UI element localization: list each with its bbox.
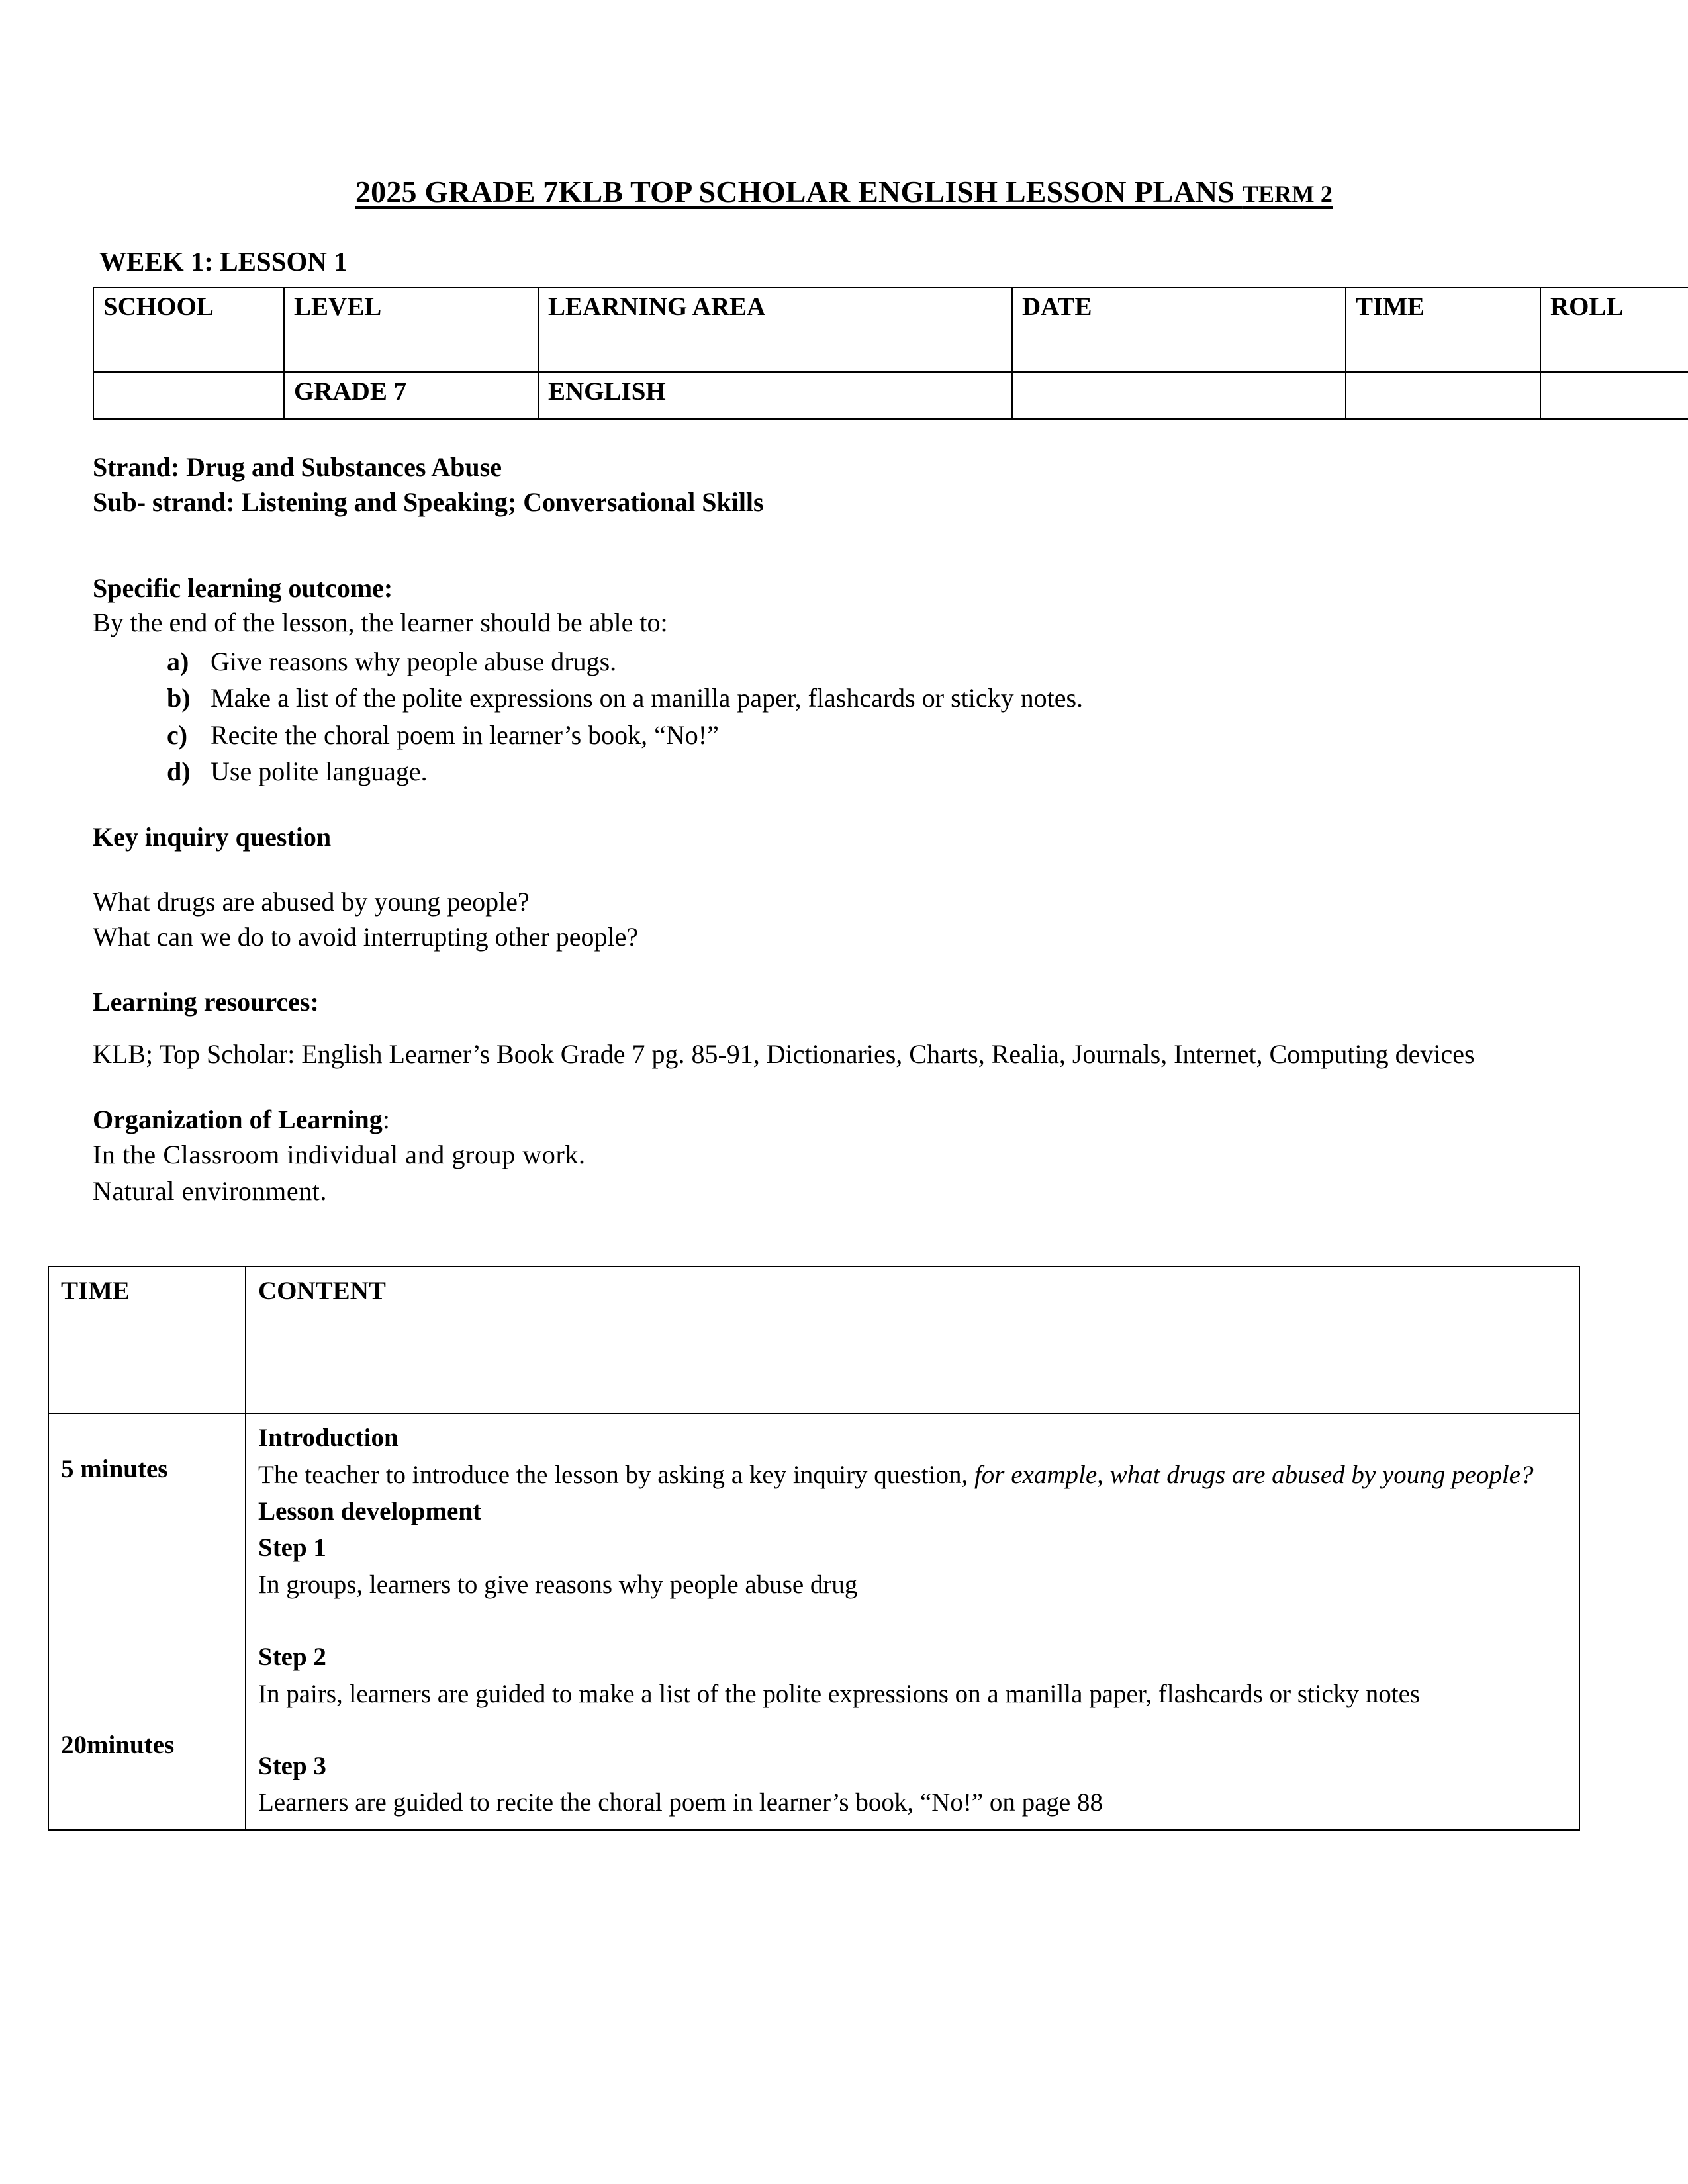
- table-row: [93, 372, 1688, 419]
- list-item-text: Recite the choral poem in learner’s book, “No!”: [211, 719, 719, 750]
- list-item: [167, 643, 1595, 680]
- info-value-level: GRADE 7: [284, 372, 538, 419]
- step2-heading: Step 2: [258, 1643, 326, 1672]
- page-title-term: TERM 2: [1242, 181, 1333, 207]
- outcomes-intro-text: By the end of the lesson, the learner should be able to:: [93, 608, 668, 638]
- info-value-school: [93, 372, 284, 419]
- organization-of-learning-heading: [93, 1103, 1595, 1137]
- organization-heading-colon: :: [382, 1105, 390, 1135]
- lesson-development-heading: Lesson development: [258, 1497, 481, 1525]
- introduction-text-regular: The teacher to introduce the lesson by asking a key inquiry question,: [258, 1460, 974, 1489]
- info-value-roll: [1540, 372, 1688, 419]
- introduction-heading: Introduction: [258, 1424, 399, 1453]
- list-marker: b): [167, 683, 191, 713]
- table-row: [48, 1414, 1579, 1829]
- info-header-roll: ROLL: [1540, 287, 1688, 372]
- introduction-text: [258, 1457, 1568, 1493]
- document-body: [0, 246, 1688, 1831]
- spacer: [258, 1603, 1568, 1639]
- list-item: [167, 717, 1595, 753]
- lesson-plan-table: [48, 1266, 1580, 1830]
- list-item-text: Make a list of the polite expressions on a manilla paper, flashcards or sticky notes.: [211, 683, 1084, 713]
- plan-content-cell: [246, 1414, 1579, 1829]
- spacer: [93, 854, 1595, 885]
- info-value-time: [1346, 372, 1540, 419]
- plan-header-content: CONTENT: [246, 1267, 1579, 1414]
- step1-heading: Step 1: [258, 1533, 326, 1563]
- info-header-time: TIME: [1346, 287, 1540, 372]
- strand-line: Strand: Drug and Substances Abuse: [93, 451, 502, 482]
- page-title: [0, 0, 1688, 209]
- key-inquiry-question-heading: Key inquiry question: [93, 821, 332, 852]
- table-row-header: [93, 287, 1688, 372]
- list-item-text: Give reasons why people abuse drugs.: [211, 647, 617, 677]
- list-item: [167, 680, 1595, 716]
- specific-learning-outcome-heading: Specific learning outcome:: [93, 573, 393, 604]
- spacer: [93, 1019, 1595, 1036]
- key-inquiry-question-2: What can we do to avoid interrupting other people?: [93, 921, 639, 952]
- step3-heading: Step 3: [258, 1751, 326, 1780]
- spacer: [93, 790, 1595, 820]
- plan-header-time: TIME: [48, 1267, 246, 1414]
- spacer: [93, 954, 1595, 985]
- learning-resources-text: KLB; Top Scholar: English Learner’s Book Grade 7 pg. 85-91, Dictionaries, Charts, Realia, Journals, Internet, Computing devices: [93, 1039, 1475, 1069]
- plan-time-development: 20minutes: [61, 1730, 175, 1759]
- organization-line-2: Natural environment.: [93, 1175, 328, 1206]
- list-marker: d): [167, 756, 191, 786]
- sub-strand-line: Sub- strand: Listening and Speaking; Conversational Skills: [93, 486, 764, 517]
- spacer: [93, 520, 1595, 571]
- week-lesson-label: WEEK 1: LESSON 1: [99, 246, 348, 277]
- list-marker: c): [167, 719, 188, 750]
- step3-text: Learners are guided to recite the choral poem in learner’s book, “No!” on page 88: [258, 1788, 1103, 1817]
- step1-text: In groups, learners to give reasons why people abuse drug: [258, 1570, 858, 1599]
- lesson-info-table: [93, 287, 1688, 420]
- info-header-learning-area: LEARNING AREA: [538, 287, 1012, 372]
- introduction-text-italic: for example, what drugs are abused by young people?: [974, 1460, 1534, 1489]
- info-value-date: [1012, 372, 1346, 419]
- key-inquiry-question-1: What drugs are abused by young people?: [93, 886, 530, 917]
- spacer: [93, 1072, 1595, 1103]
- outcomes-list: [93, 643, 1595, 790]
- list-marker: a): [167, 647, 189, 677]
- table-row-header: [48, 1267, 1579, 1414]
- list-item: [167, 753, 1595, 790]
- info-header-school: SCHOOL: [93, 287, 284, 372]
- learning-resources-heading: Learning resources:: [93, 987, 319, 1017]
- page-title-main: 2025 GRADE 7KLB TOP SCHOLAR ENGLISH LESSON PLANS: [355, 175, 1235, 208]
- organization-heading-text: Organization of Learning: [93, 1105, 383, 1135]
- info-value-learning-area: ENGLISH: [538, 372, 1012, 419]
- info-header-level: LEVEL: [284, 287, 538, 372]
- info-header-date: DATE: [1012, 287, 1346, 372]
- list-item-text: Use polite language.: [211, 756, 428, 786]
- step2-text: In pairs, learners are guided to make a list of the polite expressions on a manilla paper, flashcards or sticky notes: [258, 1679, 1421, 1708]
- spacer: [258, 1712, 1568, 1748]
- strand-block: [93, 450, 1595, 520]
- organization-line-1: In the Classroom individual and group work.: [93, 1140, 586, 1170]
- plan-time-intro: 5 minutes: [61, 1455, 168, 1484]
- plan-time-cell: [48, 1414, 246, 1829]
